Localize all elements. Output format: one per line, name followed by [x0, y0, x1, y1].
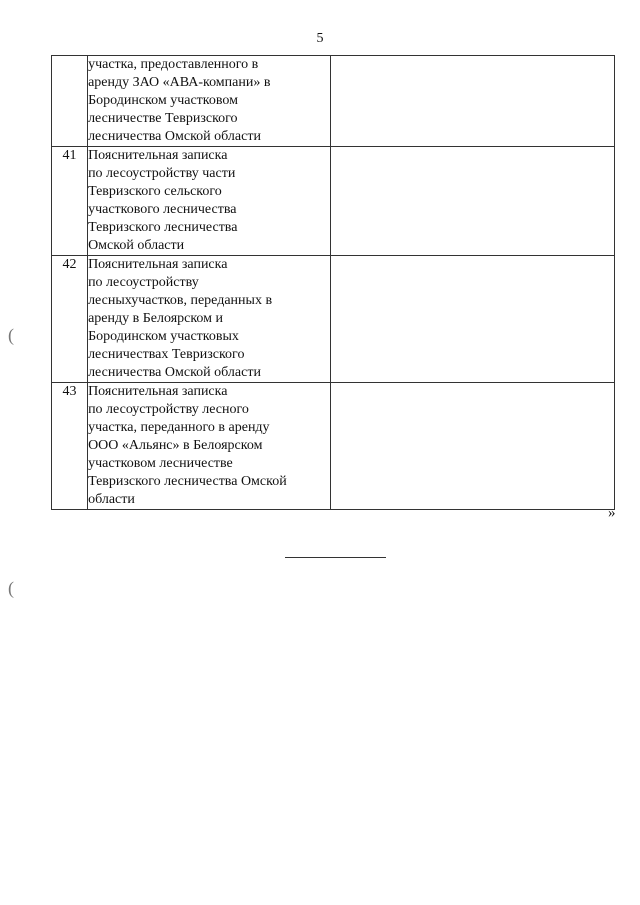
row-number: 42: [52, 256, 88, 383]
description-line: аренду в Белоярском и: [88, 311, 224, 326]
table-row: [52, 256, 615, 383]
description-line: лесничествах Тевризского: [88, 347, 245, 362]
description-line: Пояснительная записка: [88, 257, 228, 272]
description-line: по лесоустройству: [88, 275, 199, 290]
description-line: Омской области: [88, 238, 185, 253]
description-line: участковом лесничестве: [88, 456, 233, 471]
row-extra-cell: [331, 256, 615, 383]
closing-quote: »: [608, 505, 616, 521]
row-extra-cell: [331, 147, 615, 256]
description-line: по лесоустройству лесного: [88, 402, 249, 417]
description-line: области: [88, 492, 135, 507]
row-description: [88, 56, 331, 147]
description-line: лесныхучастков, переданных в: [88, 293, 273, 308]
table-row: [52, 56, 615, 147]
description-line: по лесоустройству части: [88, 166, 236, 181]
description-line: участкового лесничества: [88, 202, 237, 217]
description-line: лесничестве Тевризского: [88, 111, 238, 126]
table-row: [52, 147, 615, 256]
description-line: Бородинском участковом: [88, 93, 238, 108]
row-description: [88, 383, 331, 510]
page-number: 5: [316, 31, 324, 46]
description-line: Тевризского лесничества Омской: [88, 474, 287, 489]
description-line: Бородинском участковых: [88, 329, 239, 344]
row-description: [88, 147, 331, 256]
description-line: Тевризского лесничества: [88, 220, 238, 235]
row-number: [52, 56, 88, 147]
description-line: лесничества Омской области: [88, 129, 261, 144]
row-number: 43: [52, 383, 88, 510]
description-line: Тевризского сельского: [88, 184, 222, 199]
row-description: [88, 256, 331, 383]
description-line: ООО «Альянс» в Белоярском: [88, 438, 263, 453]
row-extra-cell: [331, 383, 615, 510]
description-line: лесничества Омской области: [88, 365, 261, 380]
row-number: 41: [52, 147, 88, 256]
description-line: Пояснительная записка: [88, 148, 228, 163]
divider-line: [285, 557, 386, 558]
row-extra-cell: [331, 56, 615, 147]
table-row: [52, 383, 615, 510]
description-line: аренду ЗАО «АВА-компани» в: [88, 75, 271, 90]
description-line: Пояснительная записка: [88, 384, 228, 399]
margin-mark: (: [8, 325, 14, 345]
description-line: участка, переданного в аренду: [88, 420, 270, 435]
description-line: участка, предоставленного в: [88, 57, 259, 72]
document-table: [51, 55, 615, 510]
margin-mark: (: [8, 578, 14, 598]
